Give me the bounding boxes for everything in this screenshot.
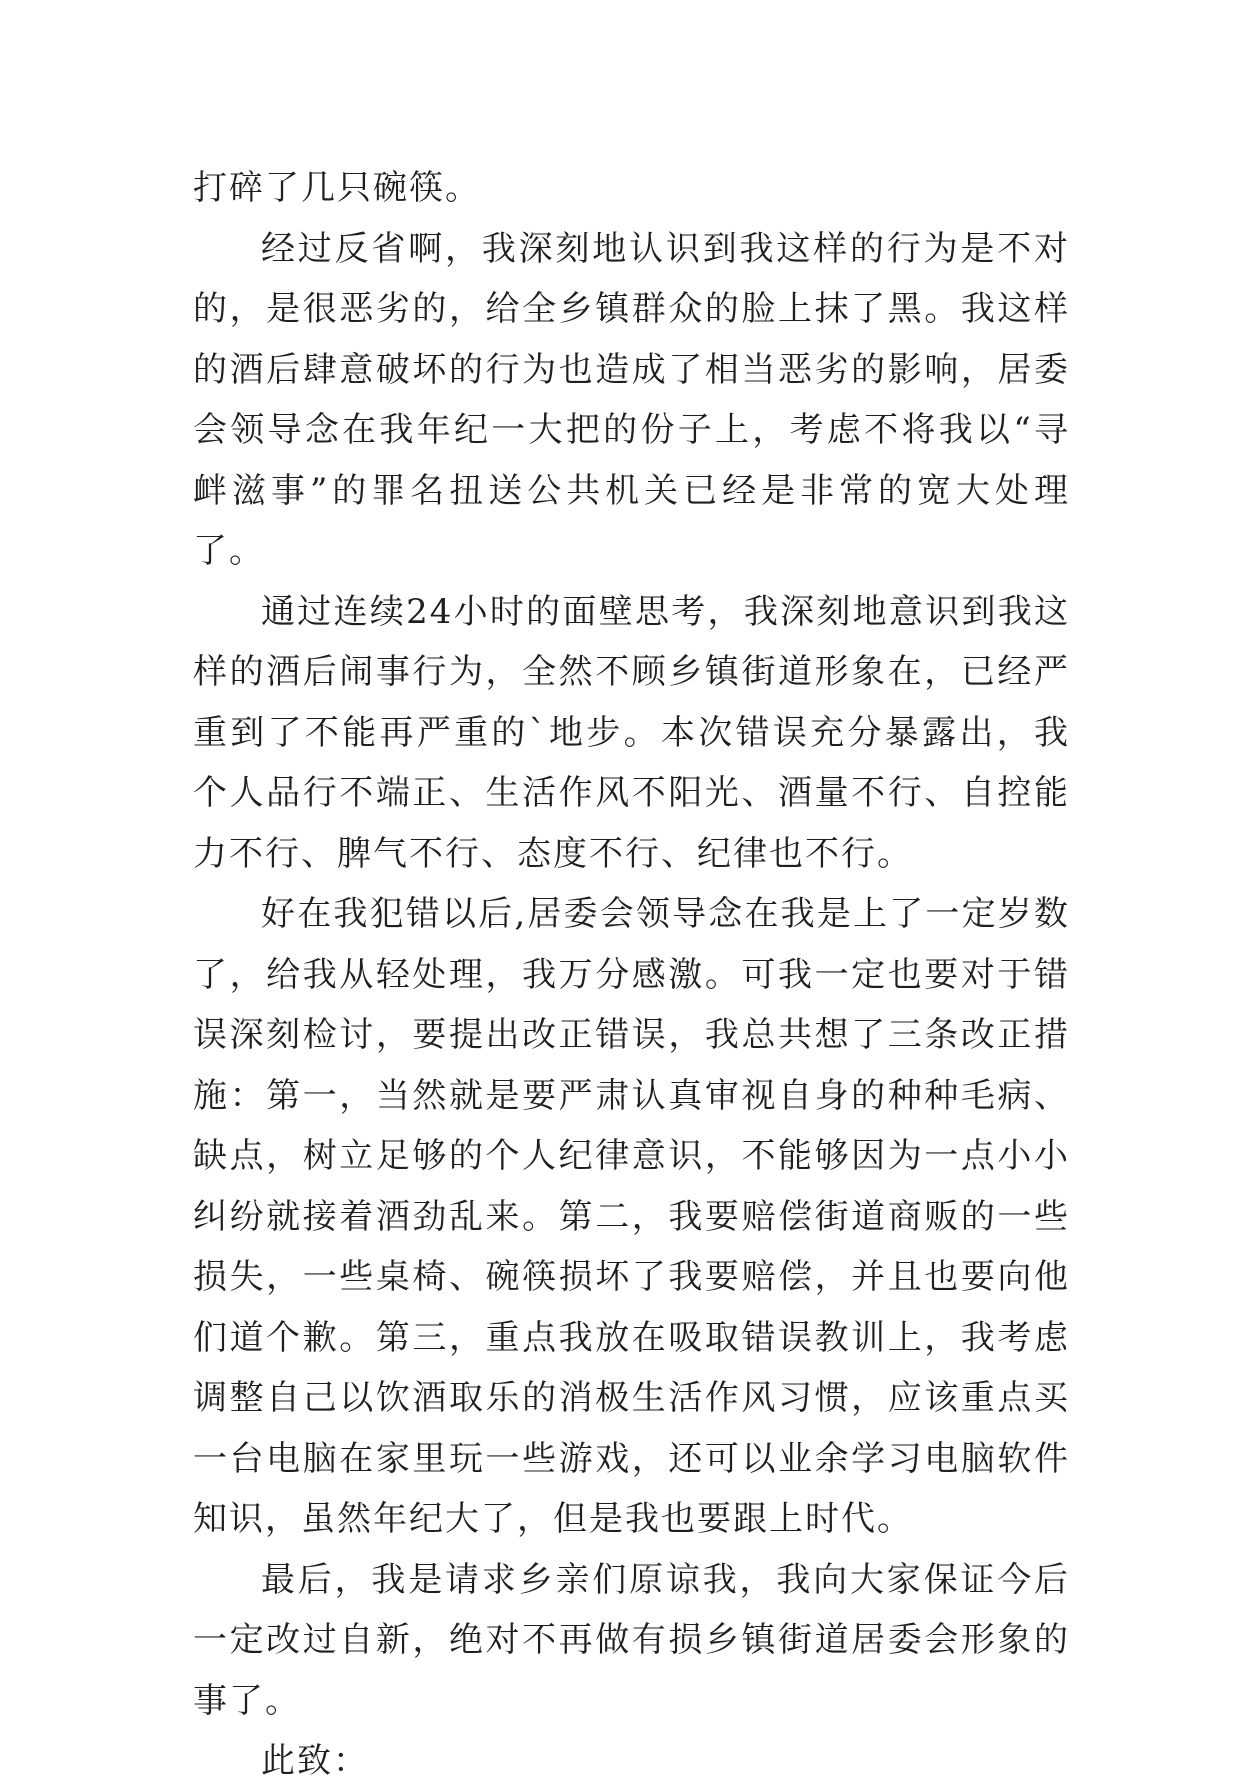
paragraph-2: 经过反省啊，我深刻地认识到我这样的行为是不对的，是很恶劣的，给全乡镇群众的脸上抹了黑。我这样的酒后肆意破坏的行为也造成了相当恶劣的影响，居委会领导念在我年纪一大把的份子上，考虑不将我以“寻衅滋事”的罪名扭送公共机关已经是非常的宽大处理了。: [193, 228, 1070, 571]
paragraph-1: 打碎了几只碗筷。: [193, 168, 481, 208]
paragraph-3: 通过连续24小时的面壁思考，我深刻地意识到我这样的酒后闹事行为，全然不顾乡镇街道形象在，已经严重到了不能再严重的`地步。本次错误充分暴露出，我个人品行不端正、生活作风不阳光、酒量不行、自控能力不行、脾气不行、态度不行、纪律也不行。: [193, 591, 1070, 874]
paragraph-5: 最后，我是请求乡亲们原谅我，我向大家保证今后一定改过自新，绝对不再做有损乡镇街道居委会形象的事了。: [193, 1559, 1070, 1721]
paragraph-4: 好在我犯错以后,居委会领导念在我是上了一定岁数了，给我从轻处理，我万分感激。可我一定也要对于错误深刻检讨，要提出改正错误，我总共想了三条改正措施：第一，当然就是要严肃认真审视自身的种种毛病、缺点，树立足够的个人纪律意识，不能够因为一点小小纠纷就接着酒劲乱来。第二，我要赔偿街道商贩的一些损失，一些桌椅、碗筷损坏了我要赔偿，并且也要向他们道个歉。第三，重点我放在吸取错误教训上，我考虑调整自己以饮酒取乐的消极生活作风习惯，应该重点买一台电脑在家里玩一些游戏，还可以业余学习电脑软件知识，虽然年纪大了，但是我也要跟上时代。: [193, 894, 1070, 1539]
closing-salutation: 此致：: [261, 1741, 369, 1781]
document-body: [193, 158, 1070, 1792]
